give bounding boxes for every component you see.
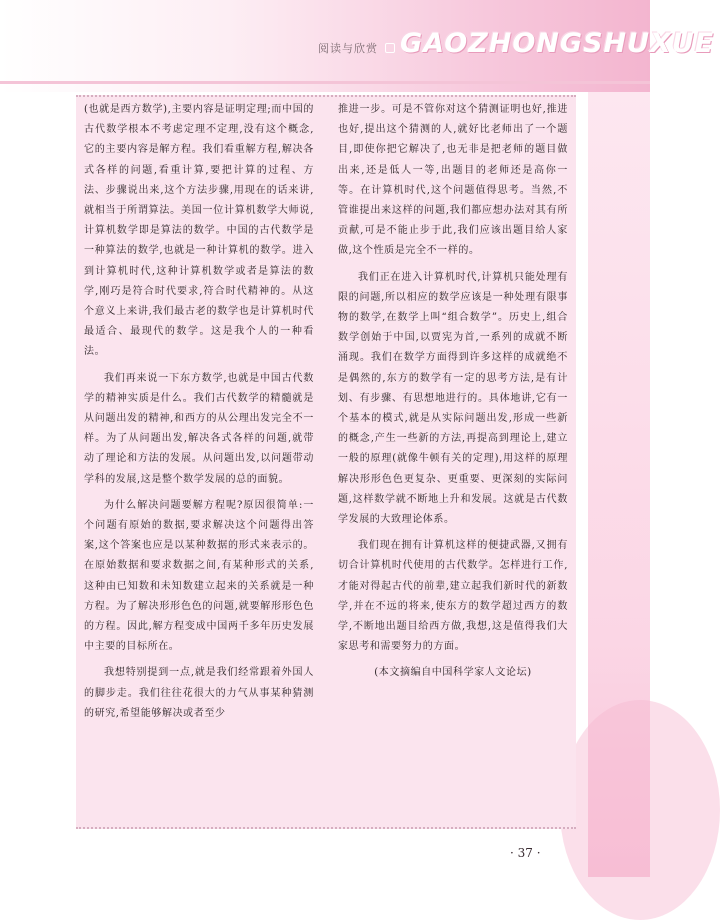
paragraph: 推进一步。可是不管你对这个猜测证明也好,推进也好,提出这个猜测的人,就好比老师出了一个题目,即使你把它解决了,也无非是把老师的题目做出来,还是低人一等,出题目的老师还是高你一等。在计算机时代,这个问题值得思考。当然,不管谁提出来这样的问题,我们都应想办法对其有所贡献,可是不能止步于此,我们应该出题目给人家做,这个性质是完全不一样的。 bbox=[338, 104, 568, 257]
paragraph: 我想特别提到一点,就是我们经常跟着外国人的脚步走。我们往往花很大的力气从事某种猜测的研究,希望能够解决或者至少 bbox=[84, 667, 314, 719]
right-column bbox=[338, 100, 568, 684]
paragraph: 我们再来说一下东方数学,也就是中国古代数学的精神实质是什么。我们古代数学的精髓就是从问题出发的精神,和西方的从公理出发完全不一样。为了从问题出发,解决各式各样的问题,就带动了理论和方法的发展。从问题出发,以问题带动学科的发展,这是整个数学发展的总的面貌。 bbox=[84, 372, 314, 485]
decorative-curve bbox=[560, 700, 720, 920]
section-label: 阅读与欣赏 bbox=[318, 42, 378, 55]
source-note: (本文摘编自中国科学家人文论坛) bbox=[374, 667, 532, 679]
left-column bbox=[84, 100, 314, 724]
paragraph: 为什么解决问题要解方程呢?原因很简单:一个问题有原始的数据,要求解决这个问题得出答案,这个答案也应是以某种数据的形式来表示的。在原始数据和要求数据之间,有某种形式的关系,这种由已知数和未知数建立起来的关系就是一种方程。为了解决形形色色的问题,就要解形形色色的方程。因此,解方程变成中国两千多年历史发展中主要的目标所在。 bbox=[84, 499, 314, 653]
paragraph: (也就是西方数学),主要内容是证明定理;而中国的古代数学根本不考虑定理不定理,没有这个概念,它的主要内容是解方程。我们看重解方程,解决各式各样的问题,看重计算,要把计算的过程、方法、步骤说出来,这个方法步骤,用现在的话来讲,就相当于所谓算法。美国一位计算机数学大师说,计算机数学即是算法的数学。中国的古代数学是一种算法的数学,也就是一种计算机的数学。进入到计算机时代,这种计算机数学或者是算法的数学,刚巧是符合时代要求,符合时代精神的。从这个意义上来讲,我们最古老的数学也是计算机时代最适合、最现代的数学。这是我个人的一种看法。 bbox=[84, 104, 314, 358]
paragraph: 我们正在进入计算机时代,计算机只能处理有限的问题,所以相应的数学应该是一种处理有限事物的数学,在数学上叫“组合数学”。历史上,组合数学创始于中国,以贾宪为首,一系列的成就不断涌现。我们在数学方面得到许多这样的成就绝不是偶然的,东方的数学有一定的思考方法,是有计划、有步骤、有思想地进行的。具体地讲,它有一个基本的模式,就是从实际问题出发,形成一些新的概念,产生一些新的方法,再提高到理论上,建立一般的原理(就像牛顿有关的定理),用这样的原理解决形形色色更复杂、更重要、更深刻的实际问题,这样数学就不断地上升和发展。这就是古代数学发展的大致理论体系。 bbox=[338, 271, 568, 526]
page-number: · 37 · bbox=[510, 846, 541, 860]
journal-brand: GAOZHONGSHUXUE bbox=[400, 28, 715, 59]
paragraph: 我们现在拥有计算机这样的便捷武器,又拥有切合计算机时代使用的古代数学。怎样进行工作,才能对得起古代的前辈,建立起我们新时代的新数学,并在不远的将来,使东方的数学超过西方的数学,不断地出题目给西方做,我想,这是值得我们大家思考和需要努力的方面。 bbox=[338, 540, 568, 653]
square-icon bbox=[385, 43, 395, 53]
